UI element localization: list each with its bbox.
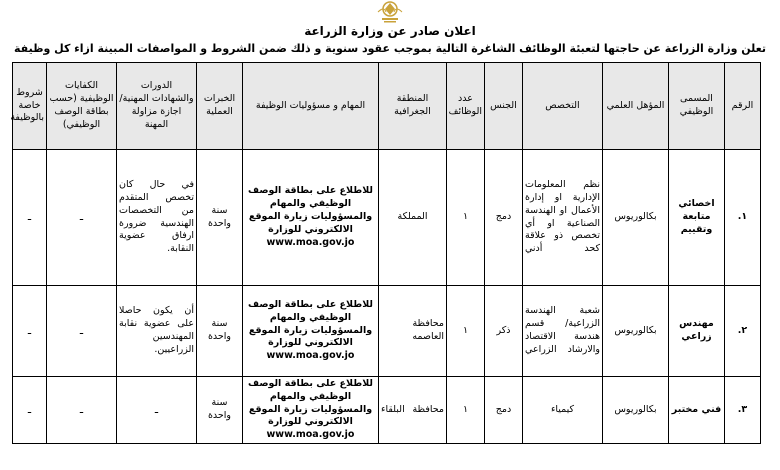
table-row bbox=[13, 150, 761, 286]
table-row bbox=[13, 377, 761, 444]
cell-count: ١ bbox=[447, 150, 485, 286]
cell-region: محافظة العاصمه bbox=[379, 286, 447, 377]
col-header-experience: الخبرات العملية bbox=[197, 63, 243, 150]
cell-gender: دمج bbox=[485, 377, 523, 444]
table-row bbox=[13, 286, 761, 377]
cell-courses: ـ bbox=[117, 377, 197, 444]
cell-competencies: ـ bbox=[47, 377, 117, 444]
cell-qualification: بكالوريوس bbox=[603, 286, 669, 377]
col-header-special: شروط خاصة بالوظيفة bbox=[13, 63, 47, 150]
cell-qualification: بكالوريوس bbox=[603, 150, 669, 286]
cell-title: اخصائي متابعة وتقييم bbox=[669, 150, 725, 286]
col-header-title: المسمى الوظيفي bbox=[669, 63, 725, 150]
cell-region: المملكة bbox=[379, 150, 447, 286]
cell-no: ٣. bbox=[725, 377, 761, 444]
cell-title: فني مختبر bbox=[669, 377, 725, 444]
jobs-table bbox=[12, 62, 761, 444]
cell-title: مهندس زراعي bbox=[669, 286, 725, 377]
cell-competencies: ـ bbox=[47, 286, 117, 377]
col-header-courses: الدورات والشهادات المهنية/اجازة مزاولة المهنة bbox=[117, 63, 197, 150]
cell-specialization: نظم المعلومات الإدارية او إدارة الأعمال او الهندسة الصناعية او أي تخصص ذو علاقة كحد أدني bbox=[523, 150, 603, 286]
cell-experience: سنة واحدة bbox=[197, 150, 243, 286]
cell-no: ١. bbox=[725, 150, 761, 286]
col-header-gender: الجنس bbox=[485, 63, 523, 150]
cell-count: ١ bbox=[447, 377, 485, 444]
col-header-count: عدد الوظائف bbox=[447, 63, 485, 150]
cell-specialization: كيمياء bbox=[523, 377, 603, 444]
intro-text: تعلن وزارة الزراعة عن حاجتها لتعبئة الوظائف الشاغرة التالية بموجب عقود سنوية و ذلك ضمن الشروط و المواصفات المبينة ازاء كل وظيفة bbox=[14, 42, 766, 55]
cell-courses: في حال كان تخصص المتقدم من التخصصات الهندسية ضرورة ارفاق عضوية النقابة. bbox=[117, 150, 197, 286]
col-header-region: المنطقة الجغرافية bbox=[379, 63, 447, 150]
cell-experience: سنة واحدة bbox=[197, 377, 243, 444]
col-header-specialization: التخصص bbox=[523, 63, 603, 150]
cell-duties: للاطلاع على بطاقة الوصف الوظيفي والمهام والمسؤوليات زيارة الموقع الالكتروني للوزارة www.moa.gov.jo bbox=[243, 377, 379, 444]
cell-specialization: شعبة الهندسة الزراعية/ قسم هندسة الاقتصاد والارشاد الزراعي bbox=[523, 286, 603, 377]
cell-duties: للاطلاع على بطاقة الوصف الوظيفي والمهام والمسؤوليات زيارة الموقع الالكتروني للوزارة www.moa.gov.jo bbox=[243, 150, 379, 286]
cell-qualification: بكالوريوس bbox=[603, 377, 669, 444]
cell-special: ـ bbox=[13, 286, 47, 377]
cell-competencies: ـ bbox=[47, 150, 117, 286]
col-header-duties: المهام و مسؤوليات الوظيفة bbox=[243, 63, 379, 150]
cell-count: ١ bbox=[447, 286, 485, 377]
cell-gender: دمج bbox=[485, 150, 523, 286]
cell-experience: سنة واحدة bbox=[197, 286, 243, 377]
cell-region: محافظة البلقاء bbox=[379, 377, 447, 444]
cell-special: ـ bbox=[13, 150, 47, 286]
cell-duties: للاطلاع على بطاقة الوصف الوظيفي والمهام والمسؤوليات زيارة الموقع الالكتروني للوزارة www.moa.gov.jo bbox=[243, 286, 379, 377]
col-header-no: الرقم bbox=[725, 63, 761, 150]
ministry-emblem-icon bbox=[372, 0, 408, 24]
page-title: اعلان صادر عن وزارة الزراعة bbox=[304, 24, 476, 38]
cell-courses: أن يكون حاصلا على عضوية نقابة المهندسين الزراعيين. bbox=[117, 286, 197, 377]
cell-no: ٢. bbox=[725, 286, 761, 377]
col-header-qualification: المؤهل العلمي bbox=[603, 63, 669, 150]
col-header-competencies: الكفايات الوظيفية (حسب بطاقة الوصف الوظيفي) bbox=[47, 63, 117, 150]
cell-special: ـ bbox=[13, 377, 47, 444]
cell-gender: ذكر bbox=[485, 286, 523, 377]
table-header-row bbox=[13, 63, 761, 150]
